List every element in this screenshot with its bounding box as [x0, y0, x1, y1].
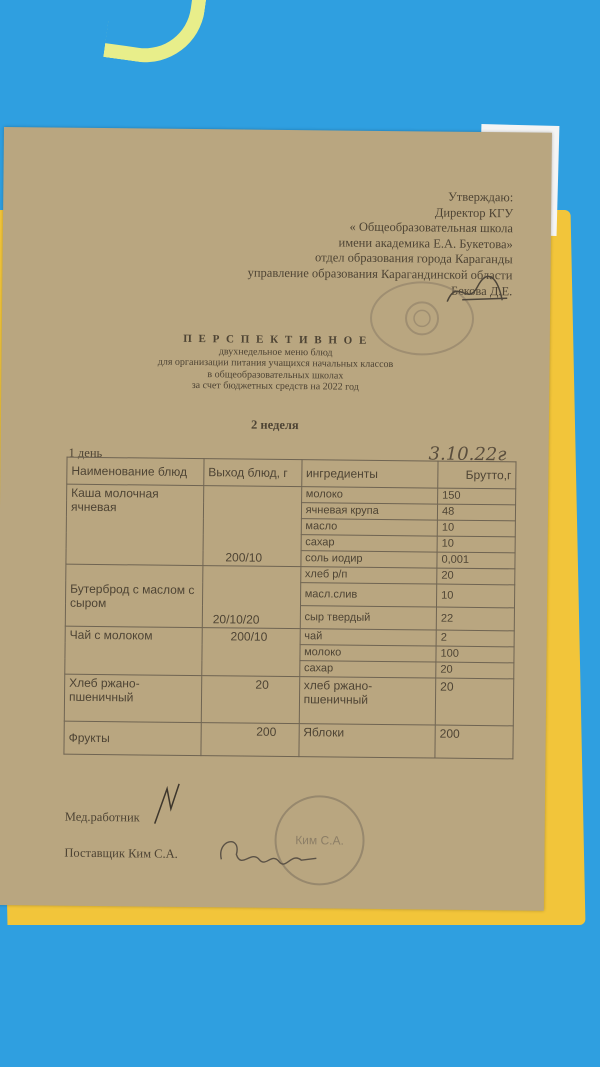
approve-line: Утверждаю: — [447, 189, 514, 205]
handwritten-date: 3.10.22г — [428, 443, 507, 466]
supplier-signature — [211, 829, 321, 875]
gross-cell: 0,001 — [437, 552, 515, 569]
menu-title — [1, 332, 550, 395]
gross-cell: 48 — [437, 504, 515, 521]
gross-cell: 10 — [437, 520, 515, 537]
ingredient-cell: сыр твердый — [300, 606, 437, 630]
gross-cell: 20 — [437, 568, 515, 585]
column-header: Наименование блюд — [67, 457, 204, 485]
table-row — [64, 674, 513, 726]
table-row — [66, 564, 515, 585]
ingredient-cell: ячневая крупа — [301, 503, 438, 520]
gross-cell: 22 — [436, 607, 514, 631]
approve-line: Директор КГУ — [434, 205, 514, 220]
week-label: 2 неделя — [251, 417, 299, 433]
dish-cell: Чай с молоком — [65, 626, 202, 675]
title-line: двухнедельное меню блюд — [218, 345, 333, 358]
director-signature — [442, 272, 512, 313]
ingredient-cell: хлеб ржано-пшеничный — [299, 677, 436, 725]
column-header: Выход блюд, г — [204, 459, 302, 487]
ingredient-cell: молоко — [301, 487, 438, 504]
day-label: 1 день — [68, 445, 103, 461]
output-cell: 20 — [201, 676, 299, 724]
column-header: ингредиенты — [301, 460, 438, 488]
menu-document — [0, 127, 552, 911]
column-header: Брутто,г — [438, 461, 516, 489]
dish-cell: Бутерброд с маслом с сыром — [65, 564, 203, 627]
ingredient-cell: соль иодир — [301, 551, 438, 568]
ingredient-cell: масл.слив — [300, 583, 437, 607]
approve-line: имени академика Е.А. Букетова» — [338, 235, 513, 252]
title-line: для организации питания учащихся начальных классов — [157, 356, 394, 371]
gross-cell: 200 — [435, 725, 513, 759]
table-row — [64, 721, 513, 759]
dish-cell: Хлеб ржано-пшеничный — [64, 674, 201, 722]
approve-line: Бекова Д.Е. — [450, 283, 513, 298]
ingredient-cell: Яблоки — [299, 724, 436, 758]
approve-line: « Общеобразовательная школа — [349, 219, 514, 236]
dish-cell: Каша молочная ячневая — [66, 484, 204, 565]
title-line: за счет бюджетных средств на 2022 год — [191, 379, 359, 393]
gross-cell: 20 — [436, 662, 514, 679]
menu-table — [63, 457, 516, 760]
gross-cell: 10 — [437, 584, 515, 608]
approve-line: управление образования Карагандинской области — [247, 265, 513, 283]
output-cell: 200 — [201, 723, 299, 757]
gross-cell: 150 — [438, 488, 516, 505]
supplier-label: Поставщик Ким С.А. — [64, 845, 178, 861]
gross-cell: 100 — [436, 646, 514, 663]
table-row — [67, 484, 516, 505]
title-line: в общеобразовательных школах — [207, 368, 344, 382]
table-row — [65, 626, 514, 647]
output-cell: 200/10 — [202, 628, 300, 677]
medic-signature — [147, 779, 188, 829]
dish-cell: Фрукты — [64, 721, 201, 755]
output-cell: 200/10 — [203, 486, 302, 567]
supplier-stamp-text: Ким С.А. — [295, 833, 344, 848]
medic-label: Мед.работник — [64, 809, 140, 825]
ingredient-cell: масло — [301, 519, 438, 536]
output-cell: 20/10/20 — [202, 566, 300, 629]
gross-cell: 10 — [437, 536, 515, 553]
ingredient-cell: сахар — [299, 661, 436, 678]
approve-line: отдел образования города Караганды — [314, 250, 513, 267]
gross-cell: 20 — [435, 678, 513, 726]
ingredient-cell: сахар — [301, 535, 438, 552]
gross-cell: 2 — [436, 630, 514, 647]
wall-decoration — [103, 0, 211, 70]
ingredient-cell: молоко — [300, 645, 437, 662]
ingredient-cell: хлеб р/п — [300, 567, 437, 584]
ingredient-cell: чай — [300, 629, 437, 646]
title-heading: П Е Р С П Е К Т И В Н О Е — [183, 332, 369, 347]
